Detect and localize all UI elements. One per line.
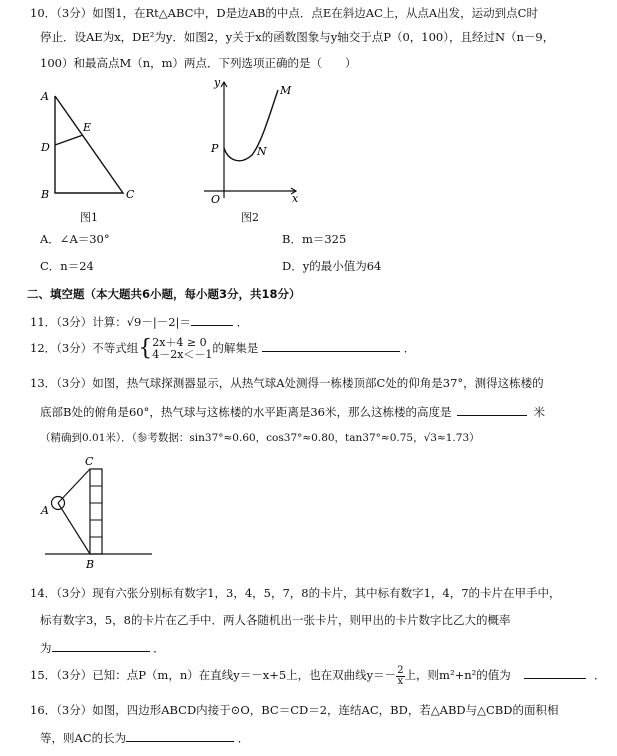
q12-system [152,337,212,361]
q13-label-b: B [86,558,95,571]
q13-line-3: （精确到0.01米）．（参考数据：sin37°≈0.60，cos37°≈0.80，tan37°≈0.75，√3≈1.73） [40,432,480,444]
q10-option-b: B．m＝325 [282,232,347,246]
q14-line-3-text: 为 [40,641,52,655]
q16-line-2 [40,729,249,746]
q14-line-2: 标有数字3，5，8的卡片在乙手中．两人各随机出一张卡片，则甲出的卡片数字比乙大的概率 [40,613,511,627]
q10-figure-1 [38,85,148,205]
q10-option-c: C．n＝24 [40,259,94,273]
function-curve [224,90,278,161]
q12-suffix: ． [403,341,416,355]
q10-option-d: D．y的最小值为64 [282,259,382,273]
q12-brace: { [138,336,153,361]
q16-line-2-text: 等，则AC的长为 [40,731,127,745]
q12-line [30,335,415,361]
q13-figure [36,453,156,571]
fig2-label-x: x [292,192,299,205]
sight-line-ab [58,503,90,554]
q14-suffix: ． [153,641,165,655]
section-2-heading: 二、填空题（本大题共6小题，每小题3分，共18分） [27,287,301,301]
q13-line-1: 13．（3分）如图，热气球探测器显示，从热气球A处测得一栋楼顶部C处的仰角是37°，测得这栋楼的 [30,376,544,390]
q15-answer-blank [524,666,586,679]
fig2-label-m: M [280,84,292,97]
triangle-abc [55,96,123,193]
q10-line-3: 100）和最高点M（n，m）两点．下列选项正确的是（ ） [40,56,357,70]
q14-line-3 [40,639,165,656]
building [90,469,102,554]
fig2-label-n: N [257,145,267,158]
q12-row-2: 4－2x＜－1 [152,348,213,361]
q12-row-1: 2x＋4 ≥ 0 [152,336,207,349]
fig1-label-d: D [41,141,50,154]
q14-answer-blank [52,639,150,652]
q15-mid: 上，则m²+n²的值为 [404,668,511,682]
q16-answer-blank [126,729,234,742]
q12-answer-blank [262,339,400,352]
q13-unit: 米 [533,405,545,419]
q11-line [30,313,248,330]
q10-option-a: A．∠A＝30° [40,232,110,246]
fig2-label-p: P [211,142,219,155]
fig2-label-o: O [211,193,221,206]
q13-label-c: C [85,455,94,468]
fig1-label-a: A [41,90,49,103]
q16-line-1: 16．（3分）如图，四边形ABCD内接于⊙O，BC＝CD＝2，连结AC，BD，若△ABD与△CBD的面积相 [30,703,559,717]
q10-line-1: 10．（3分）如图1，在Rt△ABC中，D是边AB的中点．点E在斜边AC上，从点A出发，运动到点C时 [30,6,538,20]
q10-line-2: 停止．设AE为x，DE²为y．如图2，y关于x的函数图象与y轴交于点P（0，100），且经过N（n－9， [40,30,555,44]
q15-suffix: ． [594,668,606,682]
fig1-label-e: E [83,121,92,134]
q15-denominator: x [397,675,404,687]
q15-numerator: 2 [397,664,404,676]
fig1-label-b: B [41,188,50,201]
fig2-label-y: y [214,78,221,89]
q12-text: 12．（3分）不等式组 [30,341,139,355]
fig2-caption: 图2 [241,211,259,224]
q15-fraction [396,666,404,687]
fig1-caption: 图1 [80,211,98,224]
q11-answer-blank [191,313,233,326]
q11-text: 11．（3分）计算：√9－|－2|＝ [30,315,191,329]
q12-mid: 的解集是 [212,341,259,355]
q14-line-1: 14．（3分）现有六张分别标有数字1，3，4，5，7，8的卡片，其中标有数字1，4，7的卡片在甲手中， [30,586,561,600]
q13-label-a: A [41,504,49,517]
sight-line-ac [58,469,90,503]
fig1-label-c: C [126,188,135,201]
q13-line-2 [40,403,545,420]
q13-line-2-text: 底部B处的俯角是60°，热气球与这栋楼的水平距离是36米，那么这栋楼的高度是 [40,405,452,419]
q11-suffix: ． [236,315,249,329]
q13-answer-blank [457,403,527,416]
q15-text: 15．（3分）已知：点P（m，n）在直线y＝－x+5上，也在双曲线y＝－ [30,668,397,682]
q15-line [30,662,606,688]
q10-figure-2 [200,78,310,213]
q16-suffix: ． [237,731,250,745]
segment-de [55,135,83,145]
